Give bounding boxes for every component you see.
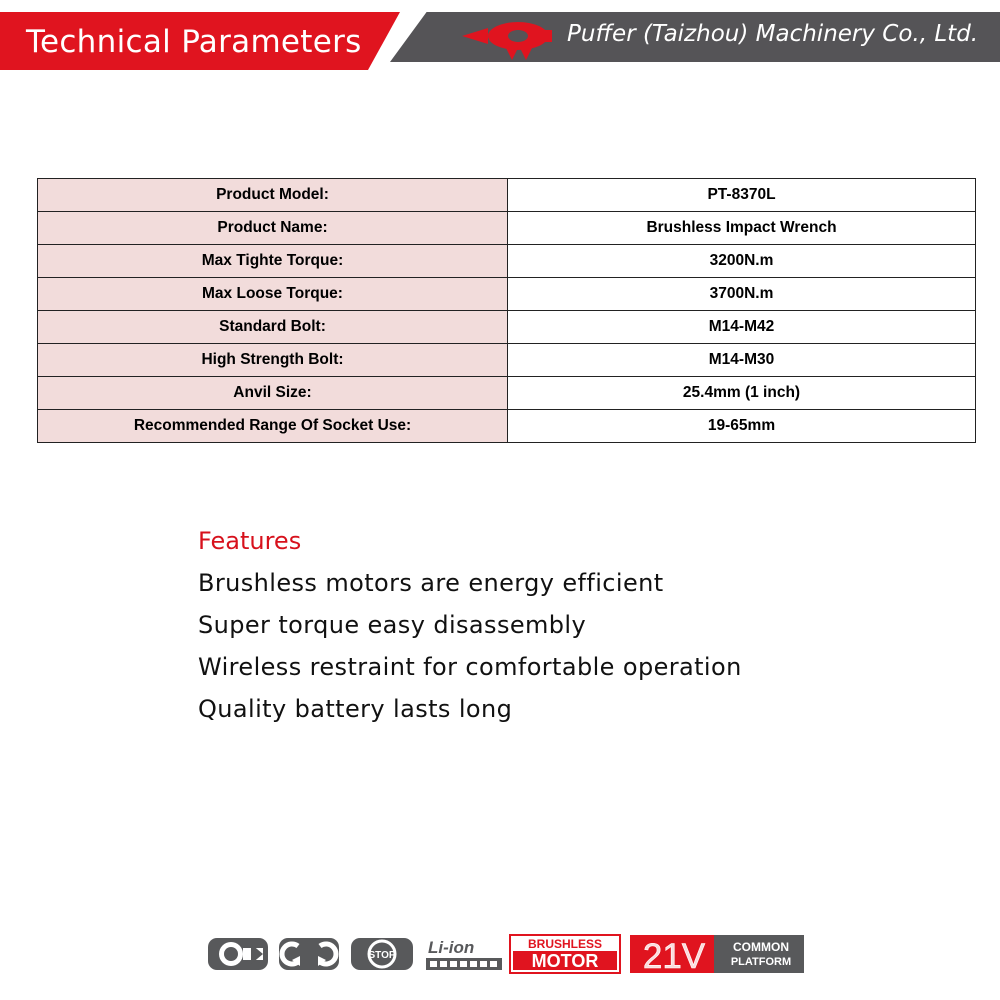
common-platform-badge bbox=[714, 934, 804, 974]
spec-label: High Strength Bolt: bbox=[38, 344, 508, 377]
features-title: Features bbox=[198, 527, 302, 555]
stop-icon bbox=[350, 934, 414, 974]
table-row bbox=[38, 377, 976, 410]
feature-item: Super torque easy disassembly bbox=[198, 611, 587, 639]
feature-item: Wireless restraint for comfortable operation bbox=[198, 653, 742, 681]
spec-label: Product Model: bbox=[38, 179, 508, 212]
spec-value: 19-65mm bbox=[508, 410, 976, 443]
li-ion-battery-icon bbox=[424, 934, 506, 974]
spec-value: 3700N.m bbox=[508, 278, 976, 311]
voltage-label: 21V bbox=[642, 937, 706, 974]
spec-value: M14-M42 bbox=[508, 311, 976, 344]
spec-label: Anvil Size: bbox=[38, 377, 508, 410]
spec-label: Product Name: bbox=[38, 212, 508, 245]
motor-label: MOTOR bbox=[531, 951, 599, 971]
table-row bbox=[38, 410, 976, 443]
brushless-motor-badge bbox=[509, 934, 621, 974]
feature-item: Brushless motors are energy efficient bbox=[198, 569, 664, 597]
spec-label: Recommended Range Of Socket Use: bbox=[38, 410, 508, 443]
table-row bbox=[38, 179, 976, 212]
spec-label: Max Tighte Torque: bbox=[38, 245, 508, 278]
speed-dial-icon bbox=[207, 934, 269, 974]
li-ion-label: Li-ion bbox=[428, 938, 475, 957]
rotation-direction-icon bbox=[278, 934, 340, 974]
table-row bbox=[38, 278, 976, 311]
spec-table bbox=[37, 178, 976, 443]
brushless-label: BRUSHLESS bbox=[527, 937, 603, 951]
features-section bbox=[198, 526, 742, 736]
table-row bbox=[38, 311, 976, 344]
table-row bbox=[38, 212, 976, 245]
table-row bbox=[38, 344, 976, 377]
platform-top-label: COMMON bbox=[733, 940, 789, 954]
platform-bottom-label: PLATFORM bbox=[730, 956, 792, 968]
header-banner bbox=[0, 0, 1000, 72]
table-row bbox=[38, 245, 976, 278]
spec-value: PT-8370L bbox=[508, 179, 976, 212]
spec-value: 25.4mm (1 inch) bbox=[508, 377, 976, 410]
spec-value: 3200N.m bbox=[508, 245, 976, 278]
spec-value: M14-M30 bbox=[508, 344, 976, 377]
voltage-badge bbox=[630, 934, 718, 974]
spec-value: Brushless Impact Wrench bbox=[508, 212, 976, 245]
puffer-logo-icon bbox=[458, 14, 554, 62]
page-title: Technical Parameters bbox=[26, 24, 362, 60]
stop-label: STOP bbox=[368, 950, 396, 961]
spec-label: Standard Bolt: bbox=[38, 311, 508, 344]
spec-label: Max Loose Torque: bbox=[38, 278, 508, 311]
feature-item: Quality battery lasts long bbox=[198, 695, 513, 723]
company-name: Puffer (Taizhou) Machinery Co., Ltd. bbox=[567, 21, 979, 47]
